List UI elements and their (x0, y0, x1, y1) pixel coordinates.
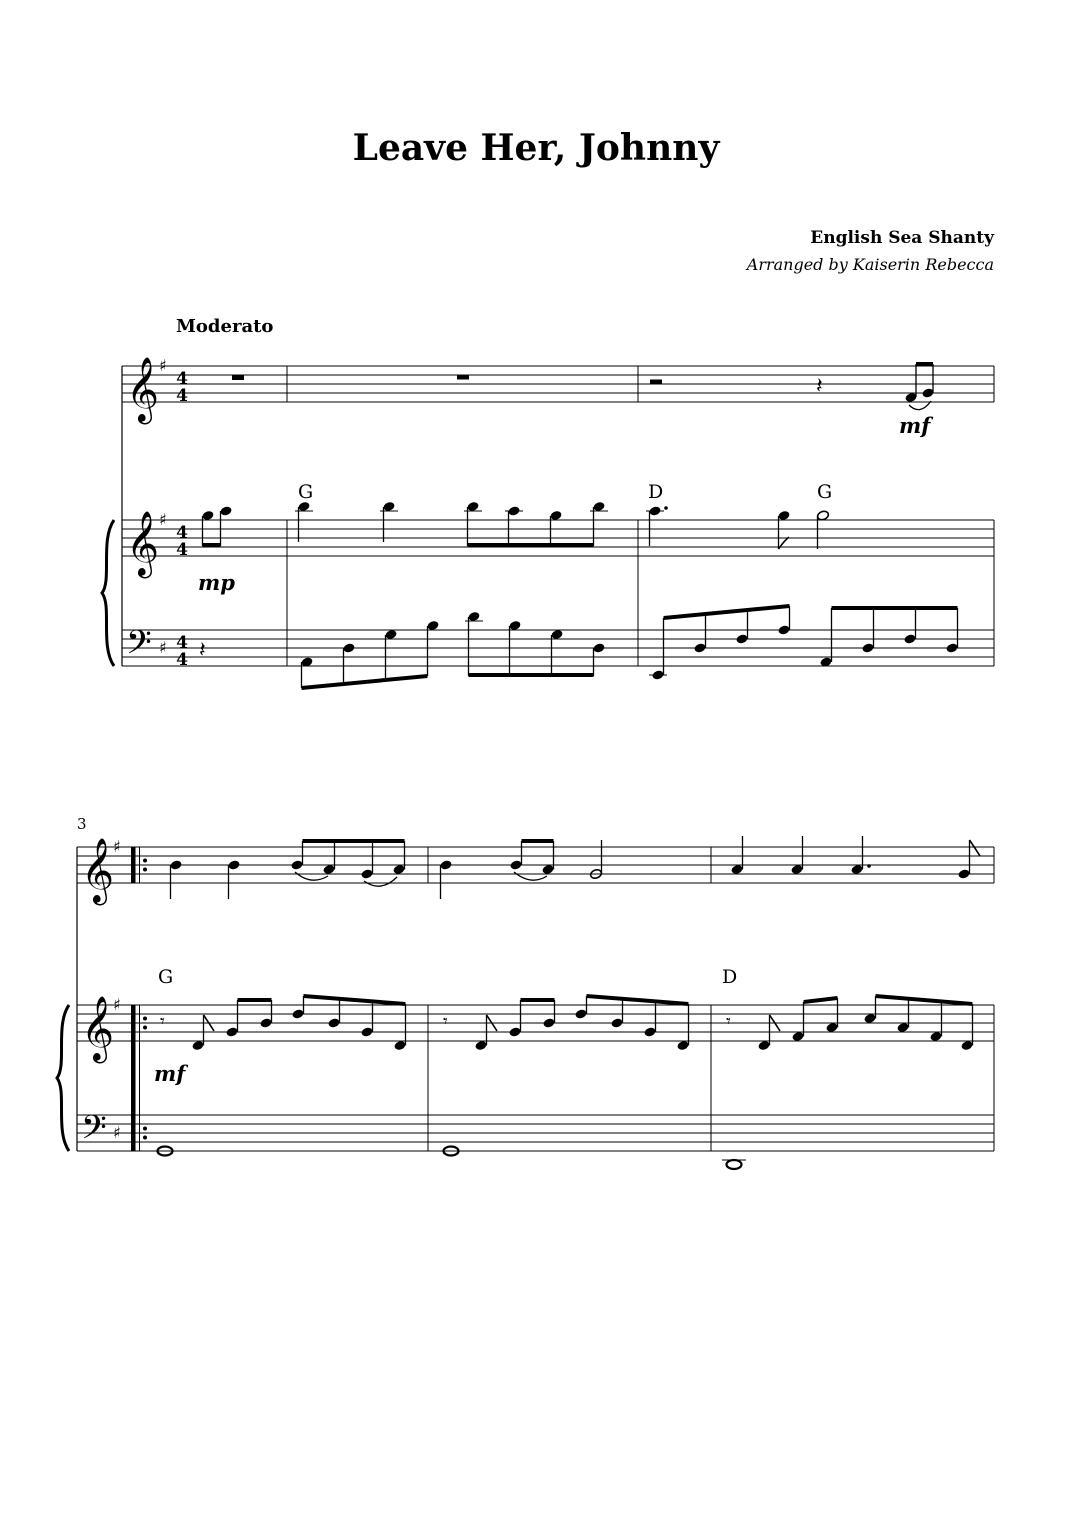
note-head (201, 510, 214, 521)
time-signature-bottom: 4 (176, 386, 188, 406)
repeat-start-barline (131, 847, 147, 1151)
time-signature-bottom: 4 (176, 650, 188, 670)
beamed-group (290, 839, 405, 886)
composer-credit: English Sea Shanty (810, 228, 994, 248)
melody-staff-2 (77, 847, 994, 883)
piano-brace (57, 1005, 69, 1151)
sharp-icon: ♯ (159, 638, 167, 657)
piano-brace (102, 520, 114, 666)
melody-staff-1 (122, 366, 994, 402)
quarter-rest-icon: 𝄽 (199, 638, 206, 663)
system-2-signatures (81, 837, 121, 1155)
svg-text:𝄾: 𝄾 (443, 1011, 448, 1032)
tempo-marking: Moderato (176, 316, 274, 337)
beamed-group (465, 611, 606, 677)
bass-clef-icon: 𝄢 (126, 624, 152, 670)
chord-symbol: D (648, 481, 664, 503)
svg-text:𝄾: 𝄾 (160, 1011, 165, 1032)
chord-symbol: G (817, 481, 833, 503)
treble-clef-icon: 𝄞 (126, 357, 160, 422)
piano-lh-notes-1 (199, 604, 959, 690)
score-title: Leave Her, Johnny (352, 127, 720, 169)
half-rest (232, 376, 244, 381)
treble-clef-icon: 𝄞 (81, 996, 115, 1061)
whole-note (727, 1160, 742, 1169)
sharp-icon: ♯ (113, 1123, 121, 1142)
dynamic-mf: mf (154, 1061, 186, 1086)
measure-number: 3 (77, 815, 87, 833)
treble-clef-icon: 𝄞 (126, 511, 160, 576)
piano-treble-staff-1 (122, 520, 994, 556)
half-rest (650, 380, 662, 385)
beam (916, 362, 933, 366)
system-1 (102, 366, 994, 666)
time-signature-top: 4 (176, 369, 188, 389)
note-head (382, 501, 395, 512)
time-signature-bottom: 4 (176, 540, 188, 560)
svg-text:𝄾: 𝄾 (726, 1011, 731, 1032)
piano-rh-notes-1 (201, 501, 829, 549)
quarter-rest-icon: 𝄽 (816, 374, 823, 399)
sharp-icon: ♯ (159, 356, 167, 375)
whole-rest (457, 375, 469, 380)
melody-notes-2 (169, 836, 980, 899)
dot (664, 506, 668, 510)
chord-symbol: G (298, 481, 314, 503)
beamed-group (819, 606, 958, 668)
beamed-group (649, 604, 791, 681)
sharp-icon: ♯ (113, 995, 121, 1014)
piano-bass-staff-2 (77, 1115, 994, 1151)
piano-treble-staff-2 (77, 1005, 994, 1041)
melody-notes-1 (232, 362, 935, 410)
dynamic-mf: mf (899, 413, 931, 438)
dynamic-mp: mp (198, 570, 235, 595)
note-head (219, 505, 232, 516)
treble-clef-icon: 𝄞 (81, 838, 115, 903)
beam (203, 543, 221, 547)
half-note (816, 510, 829, 521)
piano-lh-notes-2 (158, 1147, 747, 1170)
system-1-signatures (126, 356, 188, 670)
time-signature-top: 4 (176, 633, 188, 653)
beamed-group (464, 501, 608, 547)
bass-clef-icon: 𝄢 (81, 1109, 107, 1155)
sharp-icon: ♯ (113, 837, 121, 856)
chord-symbol: D (722, 966, 738, 988)
sharp-icon: ♯ (159, 510, 167, 529)
arranger-credit: Arranged by Kaiserin Rebecca (746, 255, 994, 274)
time-signature-top: 4 (176, 523, 188, 543)
chord-symbol: G (158, 966, 174, 988)
note-head (777, 510, 790, 521)
